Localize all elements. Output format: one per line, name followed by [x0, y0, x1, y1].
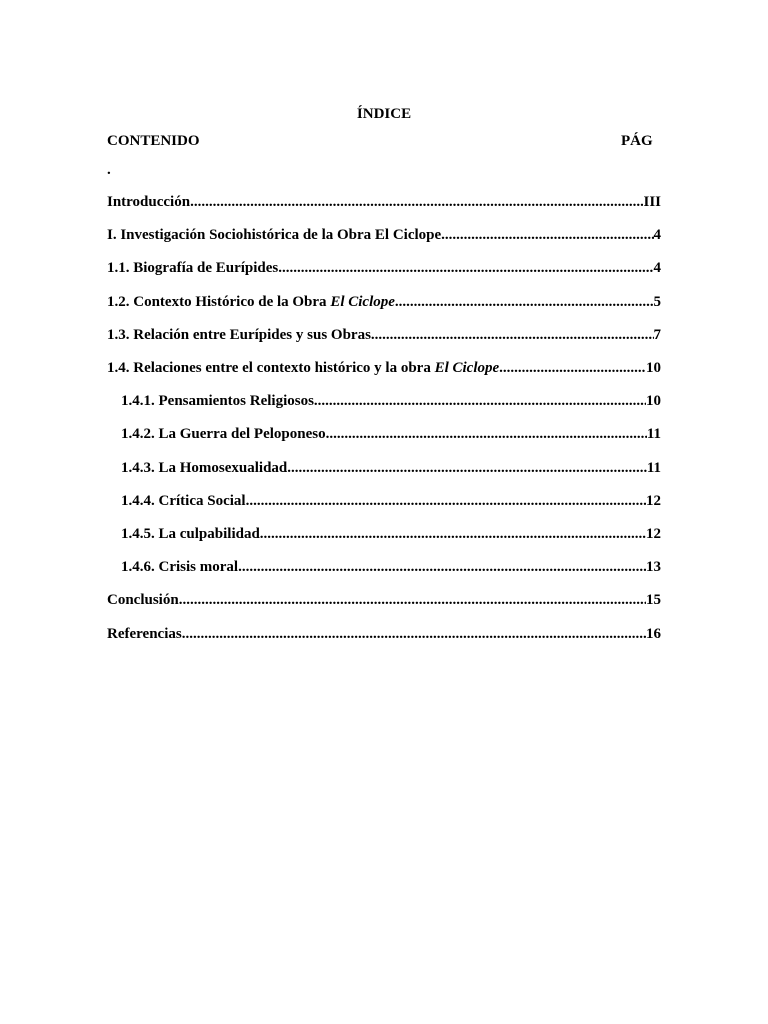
toc-entry-page: 10: [646, 393, 661, 409]
toc-entry-page: 13: [646, 559, 661, 575]
toc-entry[interactable]: [107, 292, 661, 312]
toc-entry-title: 1.4.5. La culpabilidad: [121, 526, 260, 542]
toc-entry-page: 7: [653, 327, 661, 343]
toc-entry-title: 1.1. Biografía de Eurípides: [107, 260, 279, 276]
toc-entry[interactable]: [107, 192, 661, 212]
toc-entry[interactable]: [121, 524, 661, 544]
page-header: PÁG: [621, 133, 653, 149]
toc-entry[interactable]: [121, 391, 661, 411]
dot-leader: [246, 491, 646, 511]
dot-leader: [371, 325, 654, 345]
dot-leader: [314, 391, 646, 411]
toc-entry-page: 15: [646, 592, 661, 608]
toc-entry-page: 12: [646, 493, 661, 509]
toc-entry-title: Referencias: [107, 626, 182, 642]
page-title: ÍNDICE: [356, 106, 412, 122]
toc-entry-page: 4: [653, 260, 661, 276]
toc-entry[interactable]: [121, 557, 661, 577]
dot-leader: [441, 225, 653, 245]
toc-entry[interactable]: [107, 258, 661, 278]
toc-entry[interactable]: [107, 590, 661, 610]
toc-entry[interactable]: [107, 225, 661, 245]
toc-entry-title: 1.4.1. Pensamientos Religiosos: [121, 393, 314, 409]
page-header-dot: .: [107, 162, 111, 178]
toc-entry-title: 1.4.2. La Guerra del Peloponeso: [121, 426, 326, 442]
dot-leader: [287, 458, 647, 478]
toc-entry-italic: El Ciclope: [330, 294, 395, 310]
toc-entry-title: 1.2. Contexto Histórico de la Obra El Ciclope: [107, 294, 395, 310]
toc-entry[interactable]: [121, 424, 661, 444]
toc-entry[interactable]: [107, 325, 661, 345]
dot-leader: [326, 424, 647, 444]
toc-entry-italic: El Ciclope: [434, 360, 500, 376]
toc-entry-page: 16: [646, 626, 661, 642]
dot-leader: [278, 258, 653, 278]
toc-entry-title: I. Investigación Sociohistórica de la Obra El Ciclope: [107, 227, 442, 243]
dot-leader: [499, 358, 646, 378]
toc-entry-title: 1.4. Relaciones entre el contexto histórico y la obra El Ciclope: [107, 360, 500, 376]
toc-entry-page: 11: [646, 426, 661, 442]
toc-entry-page: 5: [653, 294, 661, 310]
dot-leader: [260, 524, 646, 544]
toc-entry[interactable]: [107, 624, 661, 644]
toc-entry-page: 11: [646, 460, 661, 476]
toc-entry-page: 10: [646, 360, 661, 376]
toc-entry[interactable]: [121, 458, 661, 478]
toc-entry-title: Introducción: [107, 194, 191, 210]
toc-entry-title: Conclusión: [107, 592, 179, 608]
toc-entry[interactable]: [121, 491, 661, 511]
dot-leader: [179, 590, 646, 610]
toc-entry-page: 12: [646, 526, 661, 542]
toc-entry-page: 4: [653, 227, 661, 243]
toc-entry-page: III: [643, 194, 661, 210]
toc-entry[interactable]: [107, 358, 661, 378]
dot-leader: [395, 292, 654, 312]
contents-header: CONTENIDO: [107, 133, 200, 149]
dot-leader: [182, 624, 646, 644]
toc-entry-title: 1.3. Relación entre Eurípides y sus Obras: [107, 327, 371, 343]
toc-entry-title: 1.4.3. La Homosexualidad: [121, 460, 288, 476]
dot-leader: [238, 557, 646, 577]
dot-leader: [190, 192, 643, 212]
toc-entry-title: 1.4.6. Crisis moral: [121, 559, 239, 575]
toc-entry-title: 1.4.4. Crítica Social: [121, 493, 246, 509]
